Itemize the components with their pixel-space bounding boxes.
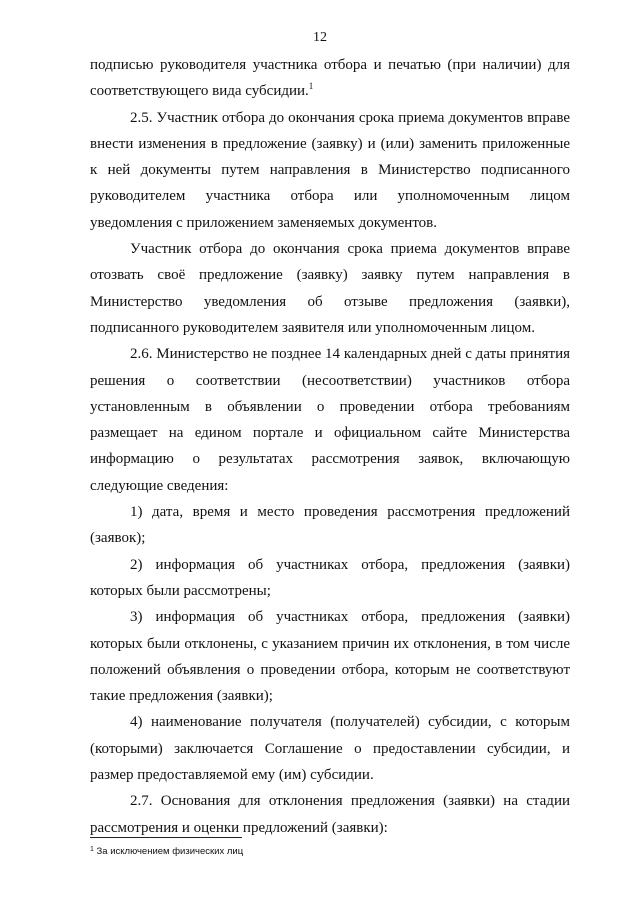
footnote-text: За исключением физических лиц: [96, 846, 244, 857]
paragraph-2-5: 2.5. Участник отбора до окончания срока приема документов вправе внести изменения в предложение (заявку) и (или) заменить приложенные к ней документы путем направления в Министерство подписанного руководителем участника отбора или уполномоченным лицом уведомления с приложением заменяемых документов.: [90, 109, 570, 231]
footnote-marker: 1: [90, 846, 94, 853]
paragraph-withdrawal: Участник отбора до окончания срока приема документов вправе отозвать своё предложение (заявку) заявку путем направления в Министерство уведомления об отзыве предложения (заявки), подписанного руководителем заявителя или уполномоченным лицом.: [90, 241, 570, 336]
document-body: [90, 52, 570, 841]
footnote-reference: 1: [308, 81, 314, 92]
list-item-2: 2) информация об участниках отбора, предложения (заявки) которых были рассмотрены;: [90, 556, 570, 599]
footnote-separator: [90, 837, 242, 838]
page-number: 12: [313, 30, 327, 45]
list-item-1: 1) дата, время и место проведения рассмотрения предложений (заявок);: [90, 504, 570, 547]
paragraph-text: подписью руководителя участника отбора и печатью (при наличии) для соответствующего вида субсидии.: [90, 57, 570, 100]
paragraph-continuation: [90, 52, 570, 105]
footnote: [90, 846, 243, 857]
paragraph-2-7: 2.7. Основания для отклонения предложения (заявки) на стадии рассмотрения и оценки предложений (заявки):: [90, 793, 570, 836]
list-item-3: 3) информация об участниках отбора, предложения (заявки) которых были отклонены, с указанием причин их отклонения, в том числе положений объявления о проведении отбора, которым не соответствуют такие предложения (заявки);: [90, 609, 570, 705]
paragraph-2-6: 2.6. Министерство не позднее 14 календарных дней с даты принятия решения о соответствии (несоответствии) участников отбора установленным в объявлении о проведении отбора требованиям размещает на едином портале и официальном сайте Министерства информацию о результатах рассмотрения заявок, включающую следующие сведения:: [90, 346, 570, 494]
list-item-4: 4) наименование получателя (получателей) субсидии, с которым (которыми) заключается Соглашение о предоставлении субсидии, и размер предоставляемой ему (им) субсидии.: [90, 714, 570, 784]
